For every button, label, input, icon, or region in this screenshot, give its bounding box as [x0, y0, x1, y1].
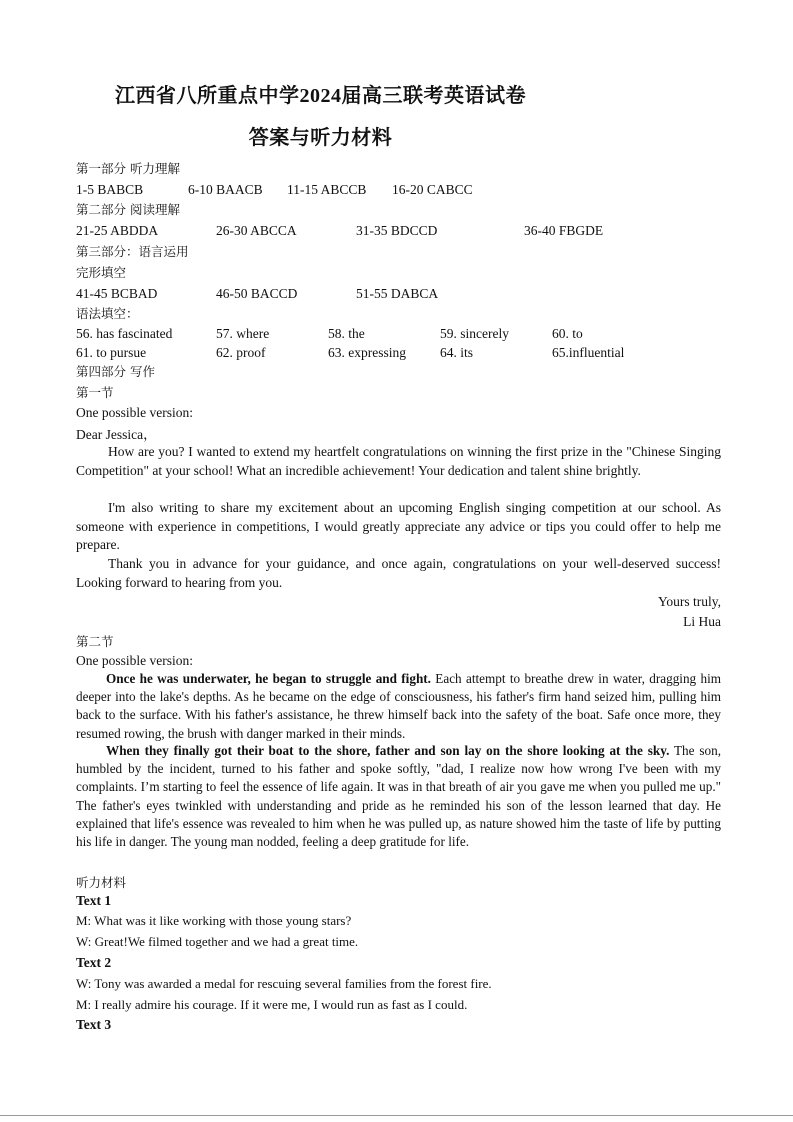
text2-label: Text 2: [76, 955, 112, 970]
text3-label: Text 3: [76, 1017, 112, 1032]
story-body: The son, humbled by the incident, turned to his father and spoke softly, "dad, I realize now how wrong I've been with my complaints. I’m starting to feel the essence of life again. It was in that breath of air you gave me when you pulled me up." The father's eyes twinkled with understanding and pride as he reminded his son of the lesson learned that day. He explained that life's essence was revealed to him when he was pulled up, as nature showed him the taste of life by putting his life in danger. The young man nodded, feeling a deep gratitude for life.: [76, 743, 721, 850]
story-lead-sentence: When they finally got their boat to the shore, father and son lay on the shore looking at the sky.: [106, 743, 670, 758]
part3-heading: 第三部分：语言运用: [76, 244, 189, 259]
story-lead-sentence: Once he was underwater, he began to struggle and fight.: [106, 671, 431, 686]
document-subtitle: 答案与听力材料: [248, 127, 393, 149]
grammar-answer: 58. the: [328, 326, 365, 341]
grammar-answer: 57. where: [216, 326, 270, 341]
answer-group: 1-5 BABCB: [76, 182, 144, 197]
answer-group: 51-55 DABCA: [356, 286, 439, 301]
letter-paragraph: How are you? I wanted to extend my heartfelt congratulations on winning the first prize in the "Chinese Singing Competition" at your school! What an incredible achievement! Your dedication and talent shine brightly.: [76, 444, 721, 478]
dialogue-line: M: What was it like working with those young stars?: [76, 913, 352, 928]
cloze-heading: 完形填空: [76, 265, 127, 280]
answer-group: 31-35 BDCCD: [356, 223, 438, 238]
dialogue-line: M: I really admire his courage. If it were me, I would run as fast as I could.: [76, 997, 468, 1012]
grammar-answer: 60. to: [552, 326, 583, 341]
story-paragraph: [76, 742, 721, 851]
grammar-answer: 65.influential: [552, 345, 625, 360]
letter-paragraph: Thank you in advance for your guidance, and once again, congratulations on your well-deserved success! Looking forward to hearing from you.: [76, 556, 721, 590]
section1-heading: 第一节: [76, 385, 114, 400]
part1-heading: 第一部分 听力理解: [76, 161, 180, 176]
grammar-answer: 59. sincerely: [440, 326, 509, 341]
letter-paragraph: I'm also writing to share my excitement about an upcoming English singing competition at our school. As someone with experience in competitions, I would greatly appreciate any advice or tips you could offer to help me prepare.: [76, 500, 721, 553]
story-paragraph: [76, 670, 721, 743]
answer-group: 26-30 ABCCA: [216, 223, 297, 238]
grammar-heading: 语法填空：: [76, 306, 139, 321]
letter-closing: Yours truly,: [657, 594, 721, 609]
text1-label: Text 1: [76, 893, 112, 908]
answer-group: 36-40 FBGDE: [524, 223, 604, 238]
grammar-answer: 64. its: [440, 345, 474, 360]
grammar-answer: 62. proof: [216, 345, 266, 360]
version-label: One possible version:: [76, 405, 193, 420]
grammar-answer: 63. expressing: [328, 345, 406, 360]
answer-group: 46-50 BACCD: [216, 286, 298, 301]
listening-heading: 听力材料: [76, 875, 127, 890]
grammar-answer: 56. has fascinated: [76, 326, 173, 341]
answer-group: 16-20 CABCC: [392, 182, 473, 197]
grammar-answer: 61. to pursue: [76, 345, 147, 360]
answer-group: 6-10 BAACB: [188, 182, 263, 197]
part4-heading: 第四部分 写作: [76, 364, 155, 379]
part2-heading: 第二部分 阅读理解: [76, 202, 180, 217]
letter-salutation: Dear Jessica，: [76, 427, 157, 442]
story-body: Each attempt to breathe drew in water, dragging him deeper into the lake's depths. As he became on the edge of consciousness, his father's firm hand seized him, pulling him back to the surface. With his father's assistance, he threw himself back into the safety of the boat. Safe once more, they resumed rowing, the brush with danger marked in their minds.: [76, 671, 721, 741]
document-title: 江西省八所重点中学2024届高三联考英语试卷: [115, 85, 526, 107]
dialogue-line: W: Tony was awarded a medal for rescuing several families from the forest fire.: [76, 976, 492, 991]
letter-signature: Li Hua: [683, 614, 721, 629]
page-bottom-divider: [0, 1115, 793, 1116]
answer-group: 21-25 ABDDA: [76, 223, 159, 238]
dialogue-line: W: Great!We filmed together and we had a great time.: [76, 934, 359, 949]
answer-group: 11-15 ABCCB: [287, 182, 367, 197]
answer-group: 41-45 BCBAD: [76, 286, 158, 301]
section2-heading: 第二节: [76, 634, 114, 649]
version-label: One possible version:: [76, 653, 193, 668]
